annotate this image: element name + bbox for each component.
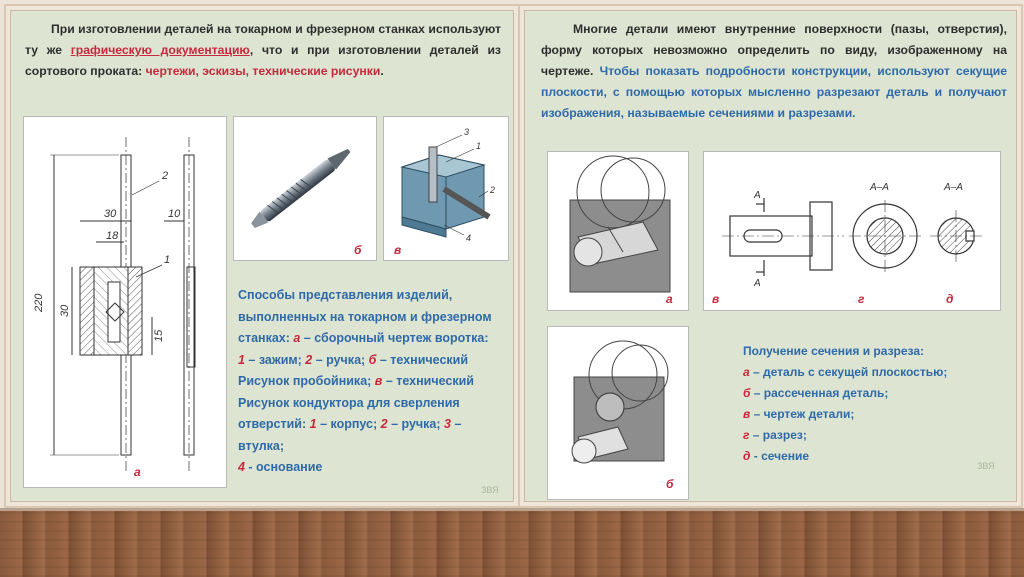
jig-callout-3: 3 [464, 127, 470, 137]
figure-b-sectioned-part [547, 326, 689, 500]
callout-2: 2 [162, 170, 169, 182]
figure-drawing-section-cut [703, 151, 1001, 311]
legend-item: б – рассеченная деталь; [743, 386, 889, 400]
right-intro-paragraph [541, 19, 1007, 124]
intro-text-2: , что и при изготовлении деталей из сортового проката: [25, 43, 501, 78]
jig-callout-2: 2 [490, 185, 496, 195]
legend-item: а – деталь с секущей плоскостью; [743, 365, 948, 379]
legend-item: г – разрез; [743, 428, 807, 442]
wooden-floor [0, 508, 1024, 577]
dim-15: 15 [153, 329, 165, 342]
figure-label-b: б [666, 477, 674, 491]
part-plane-illustration [548, 152, 688, 310]
callout-1: 1 [164, 254, 171, 266]
desc-line: Рисунок пробойника; в – технический [238, 374, 474, 388]
figure-label-a: а [666, 292, 673, 306]
intro-text: При изготовлении деталей на токарном и фрезерном станках используют ту же [25, 22, 501, 57]
arrow-label-A-top: А [754, 190, 761, 201]
technical-drawing [704, 152, 1000, 310]
vorotok-drawing [24, 117, 226, 487]
figure-label-d: д [946, 292, 954, 306]
dim-30-vertical: 30 [59, 304, 71, 317]
dim-220: 220 [33, 293, 45, 312]
punch-illustration [234, 117, 376, 260]
legend-title: Получение сечения и разреза: [743, 344, 925, 358]
legend-item: в – чертеж детали; [743, 407, 855, 421]
section-label-aa-1: А–А [870, 182, 889, 193]
right-legend-list [743, 341, 1003, 467]
sectioned-part-illustration [548, 327, 688, 499]
desc-line: Способы представления изделий, [238, 288, 453, 302]
figure-b-punch [233, 116, 377, 261]
desc-line: выполненных на токарном и фрезерном [238, 309, 492, 324]
watermark: ЗВЯ [977, 461, 995, 471]
dim-18: 18 [106, 230, 119, 242]
right-slide [524, 10, 1017, 502]
figure-label-a: а [134, 465, 141, 479]
desc-line: 1 – зажим; 2 – ручка; б – технический [238, 352, 469, 367]
desc-line: станках: а – сборочный чертеж воротка: [238, 331, 489, 345]
figure-label-b: б [354, 243, 362, 257]
dim-10: 10 [168, 208, 181, 220]
arrow-label-A-bottom: А [754, 278, 761, 289]
legend-item: д - сечение [743, 449, 810, 463]
intro-highlight: графическую документацию [70, 43, 250, 57]
intro-end: . [380, 64, 384, 78]
intro-blue: Чтобы показать подробности конструкции, используют секущие плоскости, с помощью которых мысленно разрезают деталь и получают изображения, называемые сечениями и разрезами. [541, 64, 1007, 120]
jig-callout-1: 1 [476, 141, 482, 151]
jig-callout-4: 4 [466, 233, 472, 243]
watermark: ЗВЯ [481, 485, 499, 495]
dim-30: 30 [104, 208, 117, 220]
figure-v-jig [383, 116, 509, 261]
desc-line: 4 - основание [238, 460, 323, 474]
section-label-aa-2: А–А [944, 182, 963, 193]
desc-line: Рисунок кондуктора для сверления [238, 395, 460, 410]
figure-a-assembly-drawing [23, 116, 227, 488]
intro-text: Многие детали имеют внутренние поверхности (пазы, отверстия), форму которых невозможно определить по виду, изображенному на чертеже. [541, 22, 1007, 78]
left-slide [10, 10, 514, 502]
intro-red: чертежи, эскизы, технические рисунки [145, 64, 381, 78]
figure-label-v: в [394, 243, 402, 257]
figure-a-part-with-plane [547, 151, 689, 311]
figure-label-v: в [712, 292, 720, 306]
desc-line: отверстий: 1 – корпус; 2 – ручка; 3 – втулка; [238, 417, 462, 453]
jig-illustration [384, 117, 508, 260]
left-description [238, 285, 508, 479]
figure-label-g: г [858, 292, 865, 306]
left-intro-paragraph [25, 19, 501, 82]
